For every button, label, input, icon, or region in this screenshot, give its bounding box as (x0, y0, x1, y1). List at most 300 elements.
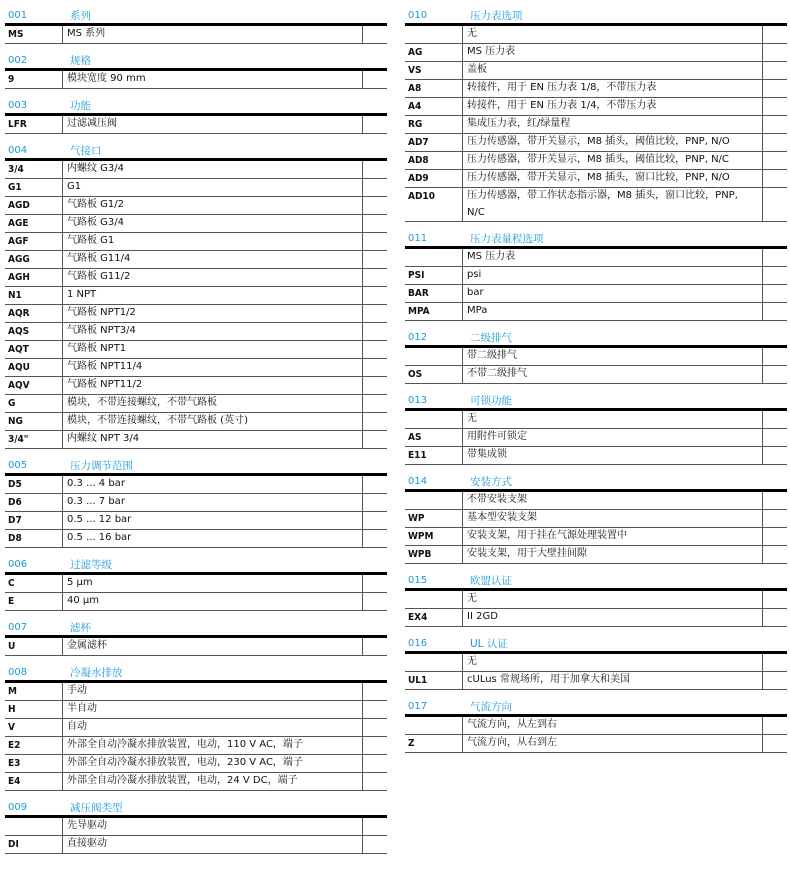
option-description: 气路板 G3/4 (63, 215, 363, 232)
table-row (5, 341, 387, 359)
section-016 (405, 636, 787, 690)
section-title: 压力调节范围 (70, 460, 133, 472)
selection-cell[interactable] (363, 530, 387, 547)
section-012 (405, 330, 787, 384)
option-description: 外部全自动冷凝水排放装置，电动，24 V DC，端子 (63, 773, 363, 790)
selection-cell[interactable] (763, 249, 787, 266)
option-description: 模块，不带连接螺纹，不带气路板 (英寸) (63, 413, 363, 430)
section-header (405, 231, 787, 249)
option-description: 气路板 G1/2 (63, 197, 363, 214)
option-code: RG (405, 116, 463, 133)
option-code: EX4 (405, 609, 463, 626)
option-code: OS (405, 366, 463, 383)
section-number: 010 (408, 10, 428, 21)
section-title: 压力表量程选项 (470, 233, 544, 245)
option-code: 3/4" (5, 431, 63, 448)
selection-cell[interactable] (363, 737, 387, 754)
option-description: 内螺纹 G3/4 (63, 161, 363, 178)
table-row (5, 305, 387, 323)
table-row (5, 323, 387, 341)
section-header (5, 458, 387, 476)
selection-cell[interactable] (763, 170, 787, 187)
option-description: 0.3 ... 7 bar (63, 494, 363, 511)
option-description: 内螺纹 NPT 3/4 (63, 431, 363, 448)
selection-cell[interactable] (363, 71, 387, 88)
option-code: NG (5, 413, 63, 430)
option-code: M (5, 683, 63, 700)
option-code (405, 348, 463, 365)
table-row (405, 672, 787, 690)
option-code: AQR (5, 305, 63, 322)
section-header (5, 53, 387, 71)
table-row (405, 735, 787, 753)
table-row (5, 836, 387, 854)
selection-cell[interactable] (763, 26, 787, 43)
section-number: 006 (8, 559, 28, 570)
option-description: 金属滤杯 (63, 638, 363, 655)
section-header (405, 699, 787, 717)
selection-cell[interactable] (763, 546, 787, 563)
table-row (405, 546, 787, 564)
section-title: 安装方式 (470, 476, 512, 488)
table-row (405, 116, 787, 134)
table-row (5, 287, 387, 305)
option-code: U (5, 638, 63, 655)
option-description: 不带二级排气 (463, 366, 763, 383)
section-header (5, 143, 387, 161)
table-row (5, 233, 387, 251)
option-code: G1 (5, 179, 63, 196)
option-code: G (5, 395, 63, 412)
section-header (5, 620, 387, 638)
option-description: 盖板 (463, 62, 763, 79)
section-002 (5, 53, 387, 89)
option-code: E2 (5, 737, 63, 754)
option-description: cULus 常规场所，用于加拿大和美国 (463, 672, 763, 689)
selection-cell[interactable] (763, 285, 787, 302)
section-011 (405, 231, 787, 321)
option-code (5, 818, 63, 835)
selection-cell[interactable] (763, 654, 787, 671)
section-title: 压力表选项 (470, 10, 523, 22)
option-description: 外部全自动冷凝水排放装置，电动，230 V AC，端子 (63, 755, 363, 772)
section-title: 冷凝水排放 (70, 667, 123, 679)
table-row (405, 62, 787, 80)
option-description: 外部全自动冷凝水排放装置，电动，110 V AC，端子 (63, 737, 363, 754)
option-code: AGF (5, 233, 63, 250)
section-number: 017 (408, 701, 428, 712)
section-header (5, 557, 387, 575)
section-005 (5, 458, 387, 548)
option-description: MPa (463, 303, 763, 320)
section-number: 004 (8, 145, 28, 156)
selection-cell[interactable] (363, 269, 387, 286)
option-code (405, 591, 463, 608)
selection-cell[interactable] (763, 528, 787, 545)
option-description: 气路板 NPT11/4 (63, 359, 363, 376)
section-number: 011 (408, 233, 428, 244)
section-header (405, 474, 787, 492)
table-row (405, 591, 787, 609)
section-title: 减压阀类型 (70, 802, 123, 814)
table-row (405, 152, 787, 170)
section-007 (5, 620, 387, 656)
selection-cell[interactable] (363, 179, 387, 196)
option-code: WPB (405, 546, 463, 563)
table-row (5, 818, 387, 836)
section-number: 015 (408, 575, 428, 586)
option-description: 模块，不带连接螺纹，不带气路板 (63, 395, 363, 412)
option-description: 气路板 G11/2 (63, 269, 363, 286)
selection-cell[interactable] (363, 773, 387, 790)
selection-cell[interactable] (363, 395, 387, 412)
table-row (405, 510, 787, 528)
option-description: 带集成锁 (463, 447, 763, 464)
table-row (405, 492, 787, 510)
section-004 (5, 143, 387, 449)
table-row (5, 512, 387, 530)
option-description: 气路板 NPT3/4 (63, 323, 363, 340)
table-row (5, 377, 387, 395)
option-description: 过滤减压阀 (63, 116, 363, 133)
table-row (5, 26, 387, 44)
section-001 (5, 8, 387, 44)
section-014 (405, 474, 787, 564)
selection-cell[interactable] (763, 735, 787, 752)
table-row (405, 188, 787, 222)
selection-cell[interactable] (763, 717, 787, 734)
option-description: 集成压力表，红/绿量程 (463, 116, 763, 133)
section-number: 013 (408, 395, 428, 406)
option-description: bar (463, 285, 763, 302)
option-description: 半自动 (63, 701, 363, 718)
selection-cell[interactable] (363, 251, 387, 268)
option-code: D8 (5, 530, 63, 547)
section-number: 003 (8, 100, 28, 111)
option-code: AGD (5, 197, 63, 214)
option-code: A8 (405, 80, 463, 97)
option-code (405, 26, 463, 43)
option-code: AGG (5, 251, 63, 268)
left-column (5, 8, 387, 863)
option-description: 气路板 NPT1 (63, 341, 363, 358)
table-row (405, 303, 787, 321)
selection-cell[interactable] (763, 510, 787, 527)
table-row (5, 683, 387, 701)
option-description: 用附件可锁定 (463, 429, 763, 446)
section-number: 002 (8, 55, 28, 66)
selection-cell[interactable] (363, 359, 387, 376)
selection-cell[interactable] (363, 161, 387, 178)
table-row (5, 395, 387, 413)
option-code: H (5, 701, 63, 718)
selection-cell[interactable] (763, 62, 787, 79)
selection-cell[interactable] (363, 476, 387, 493)
section-title: 可锁功能 (470, 395, 512, 407)
selection-cell[interactable] (363, 116, 387, 133)
section-header (405, 636, 787, 654)
selection-cell[interactable] (763, 411, 787, 428)
selection-cell[interactable] (363, 683, 387, 700)
selection-cell[interactable] (363, 575, 387, 592)
table-row (5, 494, 387, 512)
selection-cell[interactable] (763, 98, 787, 115)
selection-cell[interactable] (363, 341, 387, 358)
option-description: 安装支架，用于挂在气源处理装置中 (463, 528, 763, 545)
option-code: C (5, 575, 63, 592)
option-code: AQV (5, 377, 63, 394)
option-code: Z (405, 735, 463, 752)
section-title: 系列 (70, 10, 91, 22)
option-code: AGH (5, 269, 63, 286)
selection-cell[interactable] (763, 429, 787, 446)
option-description: 无 (463, 26, 763, 43)
section-title: 规格 (70, 55, 91, 67)
option-code: N1 (5, 287, 63, 304)
section-number: 001 (8, 10, 28, 21)
option-code: AGE (5, 215, 63, 232)
table-row (405, 267, 787, 285)
section-title: 二级排气 (470, 332, 512, 344)
selection-cell[interactable] (363, 197, 387, 214)
table-row (405, 411, 787, 429)
option-description: 0.3 ... 4 bar (63, 476, 363, 493)
option-code: D5 (5, 476, 63, 493)
option-code: MS (5, 26, 63, 43)
option-code: PSI (405, 267, 463, 284)
option-code: AD8 (405, 152, 463, 169)
section-number: 009 (8, 802, 28, 813)
option-description: 手动 (63, 683, 363, 700)
option-description: psi (463, 267, 763, 284)
table-row (405, 134, 787, 152)
option-code (405, 654, 463, 671)
section-title: 气接口 (70, 145, 102, 157)
option-code: 3/4 (5, 161, 63, 178)
table-row (405, 366, 787, 384)
table-row (5, 737, 387, 755)
option-description: 不带安装支架 (463, 492, 763, 509)
table-row (405, 249, 787, 267)
section-title: 滤杯 (70, 622, 91, 634)
selection-cell[interactable] (363, 638, 387, 655)
option-description: 气路板 NPT1/2 (63, 305, 363, 322)
option-code: AS (405, 429, 463, 446)
option-code: AG (405, 44, 463, 61)
selection-cell[interactable] (763, 609, 787, 626)
option-code: D6 (5, 494, 63, 511)
option-description: 压力传感器，带开关显示，M8 插头，阈值比较，PNP, N/O (463, 134, 763, 151)
selection-cell[interactable] (363, 287, 387, 304)
option-description: 模块宽度 90 mm (63, 71, 363, 88)
option-code (405, 492, 463, 509)
option-code: E3 (5, 755, 63, 772)
option-description: 转接件，用于 EN 压力表 1/4，不带压力表 (463, 98, 763, 115)
table-row (405, 717, 787, 735)
table-row (405, 348, 787, 366)
table-row (5, 179, 387, 197)
section-010 (405, 8, 787, 222)
option-description: 压力传感器，带开关显示，M8 插头，阈值比较，PNP, N/C (463, 152, 763, 169)
option-description: 直接驱动 (63, 836, 363, 853)
section-015 (405, 573, 787, 627)
selection-cell[interactable] (363, 719, 387, 736)
section-number: 016 (408, 638, 428, 649)
table-row (5, 116, 387, 134)
option-description: MS 压力表 (463, 44, 763, 61)
selection-cell[interactable] (763, 152, 787, 169)
table-row (5, 269, 387, 287)
option-description: 气路板 NPT11/2 (63, 377, 363, 394)
option-description: 转接件，用于 EN 压力表 1/8，不带压力表 (463, 80, 763, 97)
option-code: UL1 (405, 672, 463, 689)
option-description: 无 (463, 654, 763, 671)
section-header (405, 393, 787, 411)
option-description: 0.5 ... 12 bar (63, 512, 363, 529)
table-row (5, 251, 387, 269)
selection-cell[interactable] (363, 593, 387, 610)
selection-cell[interactable] (763, 303, 787, 320)
option-description: 自动 (63, 719, 363, 736)
table-row (5, 773, 387, 791)
option-code: DI (5, 836, 63, 853)
selection-cell[interactable] (763, 188, 787, 221)
option-description: 无 (463, 591, 763, 608)
table-row (405, 285, 787, 303)
section-header (5, 98, 387, 116)
selection-cell[interactable] (763, 672, 787, 689)
table-row (405, 44, 787, 62)
selection-cell[interactable] (363, 413, 387, 430)
option-code: WP (405, 510, 463, 527)
section-number: 014 (408, 476, 428, 487)
selection-cell[interactable] (763, 267, 787, 284)
option-code: E (5, 593, 63, 610)
option-code (405, 249, 463, 266)
table-row (5, 701, 387, 719)
table-row (405, 26, 787, 44)
option-code (405, 411, 463, 428)
section-003 (5, 98, 387, 134)
option-code: A4 (405, 98, 463, 115)
table-row (5, 530, 387, 548)
table-row (5, 413, 387, 431)
selection-cell[interactable] (763, 44, 787, 61)
option-code: AQT (5, 341, 63, 358)
selection-cell[interactable] (363, 431, 387, 448)
selection-cell[interactable] (363, 26, 387, 43)
option-code: AQS (5, 323, 63, 340)
option-description: 气路板 G1 (63, 233, 363, 250)
section-header (5, 8, 387, 26)
section-title: UL 认证 (470, 638, 508, 650)
table-row (5, 197, 387, 215)
section-number: 012 (408, 332, 428, 343)
selection-cell[interactable] (363, 836, 387, 853)
selection-cell[interactable] (363, 215, 387, 232)
section-title: 功能 (70, 100, 91, 112)
option-code: V (5, 719, 63, 736)
option-description: MS 系列 (63, 26, 363, 43)
option-description: 压力传感器，带工作状态指示器，M8 插头，窗口比较，PNP, N/C (463, 188, 763, 221)
table-row (405, 528, 787, 546)
table-row (405, 98, 787, 116)
selection-cell[interactable] (363, 755, 387, 772)
selection-cell[interactable] (763, 116, 787, 133)
option-code (405, 717, 463, 734)
table-row (405, 609, 787, 627)
table-row (5, 161, 387, 179)
selection-cell[interactable] (763, 492, 787, 509)
option-description: 5 µm (63, 575, 363, 592)
table-row (405, 447, 787, 465)
section-number: 008 (8, 667, 28, 678)
option-code: E11 (405, 447, 463, 464)
option-code: LFR (5, 116, 63, 133)
right-column (405, 8, 787, 762)
option-code: AD7 (405, 134, 463, 151)
section-number: 005 (8, 460, 28, 471)
selection-cell[interactable] (763, 366, 787, 383)
section-title: 过滤等级 (70, 559, 112, 571)
option-description: 先导驱动 (63, 818, 363, 835)
section-header (5, 665, 387, 683)
selection-cell[interactable] (363, 494, 387, 511)
option-description: MS 压力表 (463, 249, 763, 266)
selection-cell[interactable] (363, 701, 387, 718)
selection-cell[interactable] (763, 348, 787, 365)
section-header (405, 573, 787, 591)
selection-cell[interactable] (363, 818, 387, 835)
option-description: 无 (463, 411, 763, 428)
selection-cell[interactable] (363, 323, 387, 340)
section-008 (5, 665, 387, 791)
table-row (405, 80, 787, 98)
option-code: WPM (405, 528, 463, 545)
table-row (5, 755, 387, 773)
table-row (5, 431, 387, 449)
selection-cell[interactable] (363, 305, 387, 322)
table-row (405, 170, 787, 188)
selection-cell[interactable] (363, 512, 387, 529)
selection-cell[interactable] (363, 377, 387, 394)
option-description: G1 (63, 179, 363, 196)
table-row (5, 719, 387, 737)
option-description: 40 µm (63, 593, 363, 610)
option-description: 带二级排气 (463, 348, 763, 365)
table-row (5, 593, 387, 611)
selection-cell[interactable] (763, 134, 787, 151)
table-row (405, 654, 787, 672)
option-code: D7 (5, 512, 63, 529)
selection-cell[interactable] (363, 233, 387, 250)
option-code: AQU (5, 359, 63, 376)
selection-cell[interactable] (763, 447, 787, 464)
section-006 (5, 557, 387, 611)
table-row (5, 71, 387, 89)
option-description: 0.5 ... 16 bar (63, 530, 363, 547)
selection-cell[interactable] (763, 80, 787, 97)
option-code: 9 (5, 71, 63, 88)
section-009 (5, 800, 387, 854)
section-header (405, 330, 787, 348)
option-description: 气流方向，从右到左 (463, 735, 763, 752)
selection-cell[interactable] (763, 591, 787, 608)
option-description: 压力传感器，带开关显示，M8 插头，窗口比较，PNP, N/O (463, 170, 763, 187)
table-row (405, 429, 787, 447)
option-description: 1 NPT (63, 287, 363, 304)
table-row (5, 359, 387, 377)
